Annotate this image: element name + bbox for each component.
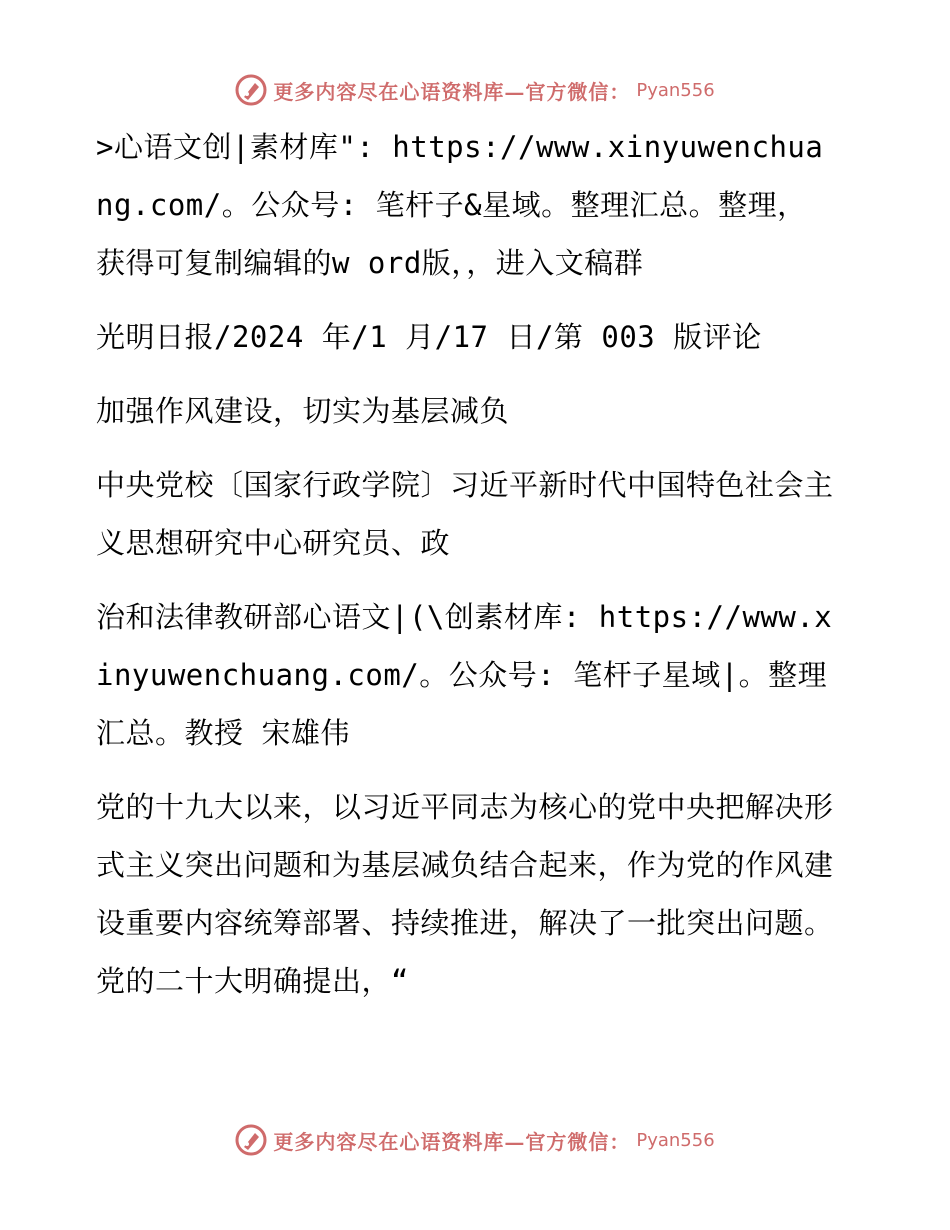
paragraph-publication-info: 光明日报/2024 年/1 月/17 日/第 003 版评论 bbox=[96, 320, 762, 354]
header-banner-wechat: Pyan556 bbox=[636, 79, 715, 101]
pen-nib-seal-icon bbox=[235, 74, 267, 106]
header-banner bbox=[0, 70, 950, 110]
pen-nib-seal-icon bbox=[235, 1124, 267, 1156]
paragraph-source-note: >心语文创|素材库": https://www.xinyuwenchuang.com/。公众号: 笔杆子&星域。整理汇总。整理，获得可复制编辑的w ord版，，进入文稿群 bbox=[96, 130, 824, 280]
footer-banner-wechat: Pyan556 bbox=[636, 1129, 715, 1151]
footer-banner-text: 更多内容尽在心语资料库—官方微信： bbox=[273, 1129, 631, 1154]
paragraph-author-affiliation: 中央党校〔国家行政学院〕习近平新时代中国特色社会主义思想研究中心研究员、政 bbox=[96, 468, 834, 560]
header-banner-text: 更多内容尽在心语资料库—官方微信： bbox=[273, 79, 631, 104]
footer-banner bbox=[0, 1120, 950, 1160]
document-body bbox=[96, 118, 836, 1026]
paragraph-author-name: 治和法律教研部心语文|(\创素材库: https://www.xinyuwenchuang.com/。公众号: 笔杆子星域|。整理汇总。教授 宋雄伟 bbox=[96, 600, 833, 750]
paragraph-body-text: 党的十九大以来，以习近平同志为核心的党中央把解决形式主义突出问题和为基层减负结合起来，作为党的作风建设重要内容统筹部署、持续推进，解决了一批突出问题。党的二十大明确提出，“ bbox=[96, 790, 834, 998]
paragraph-article-title: 加强作风建设，切实为基层减负 bbox=[96, 394, 510, 428]
